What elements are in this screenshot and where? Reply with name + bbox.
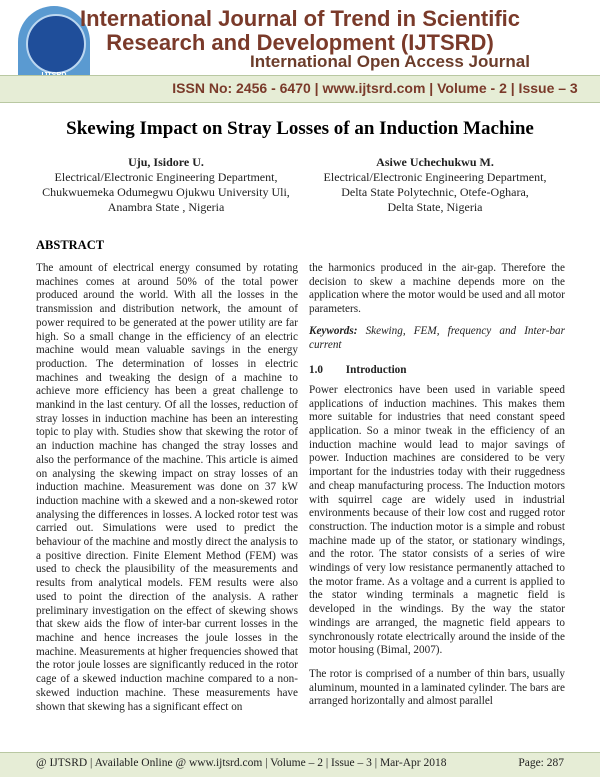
section-number: 1.0 — [309, 364, 323, 377]
journal-subtitle: International Open Access Journal — [250, 52, 530, 71]
author-name: Asiwe Uchechukwu M. — [376, 155, 494, 169]
section-heading-introduction — [309, 364, 565, 378]
abstract-text-continued: the harmonics produced in the air-gap. Therefore the decision to skew a machine depends more on the application where the motor would be used and all motor parameters. — [309, 262, 565, 316]
author-affiliation: Delta State, Nigeria — [387, 200, 483, 214]
abstract-heading: ABSTRACT — [36, 238, 105, 252]
author-affiliation: Electrical/Electronic Engineering Department, — [323, 170, 547, 184]
page-footer — [0, 752, 600, 777]
paper-title: Skewing Impact on Stray Losses of an Induction Machine — [66, 118, 534, 139]
issn-line: ISSN No: 2456 - 6470 | www.ijtsrd.com | Volume - 2 | Issue – 3 — [172, 80, 578, 96]
abstract-text: The amount of electrical energy consumed by rotating machines comes at around 50% of the total power produced around the world. With all the losses in the transmission and distribution network, the amount of power required to be generated at the power utility are far high. So a small change in the efficiency of an electric machine would mean valuable savings in the energy production. The determination of losses in electric machines and tweaking the design of a machine to achieve more efficiency has been a great challenge to mankind in the last century. Of all the losses, reduction of stray losses in induction machine has been an interesting topic to play with. Studies show that skewing the rotor of an induction machine has changed the stray losses and also the performance of the machine. This article is aimed on analysing the skewing impact on stray losses of an induction machine. Measurement was done on 37 kW induction machine with a skewed and a non-skewed rotor analysing the differences in losses. A locked rotor test was carried out. Simulations were used to predict the behaviour of the machine and mostly direct the analysis to a positive direction. Finite Element Method (FEM) was used to check the plausibility of the measurements and results from analytical models. FEM results were also used to point the direction of the analysis. A rather preliminary investigation on the effect of skewing shows that skew aids the flow of inter-bar current losses in the machine and hence increases the joule losses in the machine. Measurements at higher frequencies showed that the rotor joule losses are significantly reduced in the rotor cage of a skewed induction machine compared to a non-skewed induction machine. These measurements have shown that skewing has a significant effect on — [36, 262, 298, 713]
journal-title-line1: International Journal of Trend in Scientific — [79, 6, 521, 31]
author-affiliation: Electrical/Electronic Engineering Department, — [54, 170, 278, 184]
introduction-paragraph: The rotor is comprised of a number of thin bars, usually aluminum, mounted in a laminated cylinder. The bars are arranged horizontally and almost parallel — [309, 667, 565, 708]
footer-citation: @ IJTSRD | Available Online @ www.ijtsrd.com | Volume – 2 | Issue – 3 | Mar-Apr 2018 — [36, 757, 447, 769]
footer-page-number: Page: 287 — [518, 757, 564, 769]
keywords-text: Skewing, FEM, frequency and Inter-bar current — [309, 324, 565, 351]
author-block-2 — [305, 155, 565, 215]
author-affiliation: Delta State Polytechnic, Otefe-Oghara, — [341, 185, 529, 199]
keywords-label: Keywords: — [309, 324, 358, 337]
right-column — [309, 262, 565, 709]
journal-header — [0, 0, 600, 100]
left-column — [36, 262, 298, 714]
section-title: Introduction — [345, 364, 407, 377]
keywords — [309, 325, 565, 352]
journal-title-line2: Research and Development (IJTSRD) — [106, 30, 494, 55]
introduction-paragraph: Power electronics have been used in variable speed applications of induction machines. This makes them more suitable for industries that need constant speed application. So a minor tweak in the efficiency of an induction machine would lead to major savings of power. Induction machines are considered to be very important for the industries today with their ruggedness and cheap manufacturing process. The Induction motors with squirrel cage are widely used in industrial environments because of their low cost and rugged rotor construction. The induction motor is a simple and robust machine made up of the stator, or stationary windings, and the rotor. The stator consists of a series of wire windings of very low resistance permanently attached to the motor frame. As a voltage and a current is applied to the stator winding terminals a magnetic field is developed in the windings. By the way the stator windings are arranged, the magnetic field appears to synchronously rotate electrically around the inside of the motor housing (Bimal, 2007). — [309, 383, 565, 657]
author-affiliation: Anambra State , Nigeria — [107, 200, 225, 214]
journal-title — [0, 7, 600, 55]
author-name: Uju, Isidore U. — [128, 155, 204, 169]
author-affiliation: Chukwuemeka Odumegwu Ojukwu University Uli, — [42, 185, 290, 199]
author-block-1 — [36, 155, 296, 215]
